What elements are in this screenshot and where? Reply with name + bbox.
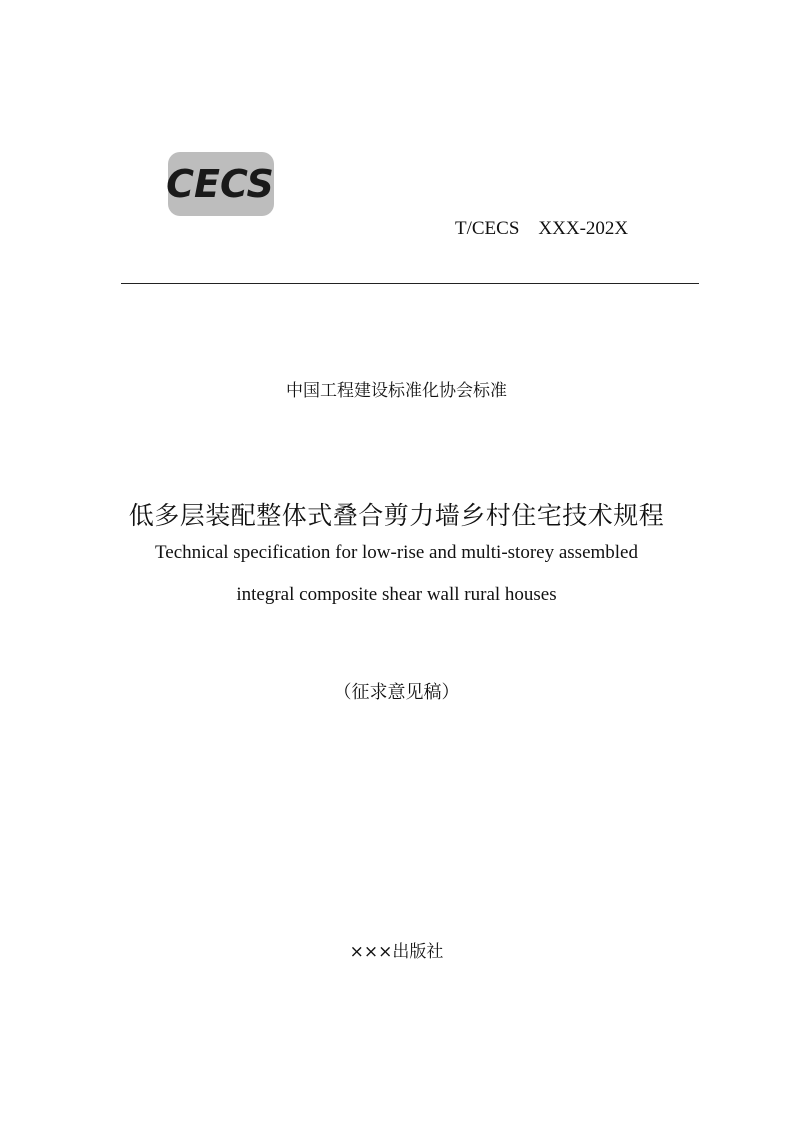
standard-code: T/CECS XXX-202X xyxy=(455,218,629,239)
draft-note: （征求意见稿） xyxy=(333,682,460,703)
publisher-name: ×××出版社 xyxy=(349,942,444,962)
logo-text: CECS xyxy=(166,162,274,206)
title-english-line-2: integral composite shear wall rural houses xyxy=(236,584,557,605)
header-divider xyxy=(121,283,699,284)
cecs-logo xyxy=(154,150,286,220)
title-chinese: 低多层装配整体式叠合剪力墙乡村住宅技术规程 xyxy=(128,501,665,530)
association-name: 中国工程建设标准化协会标准 xyxy=(286,381,507,401)
title-english-line-1: Technical specification for low-rise and multi-storey assembled xyxy=(154,542,638,563)
